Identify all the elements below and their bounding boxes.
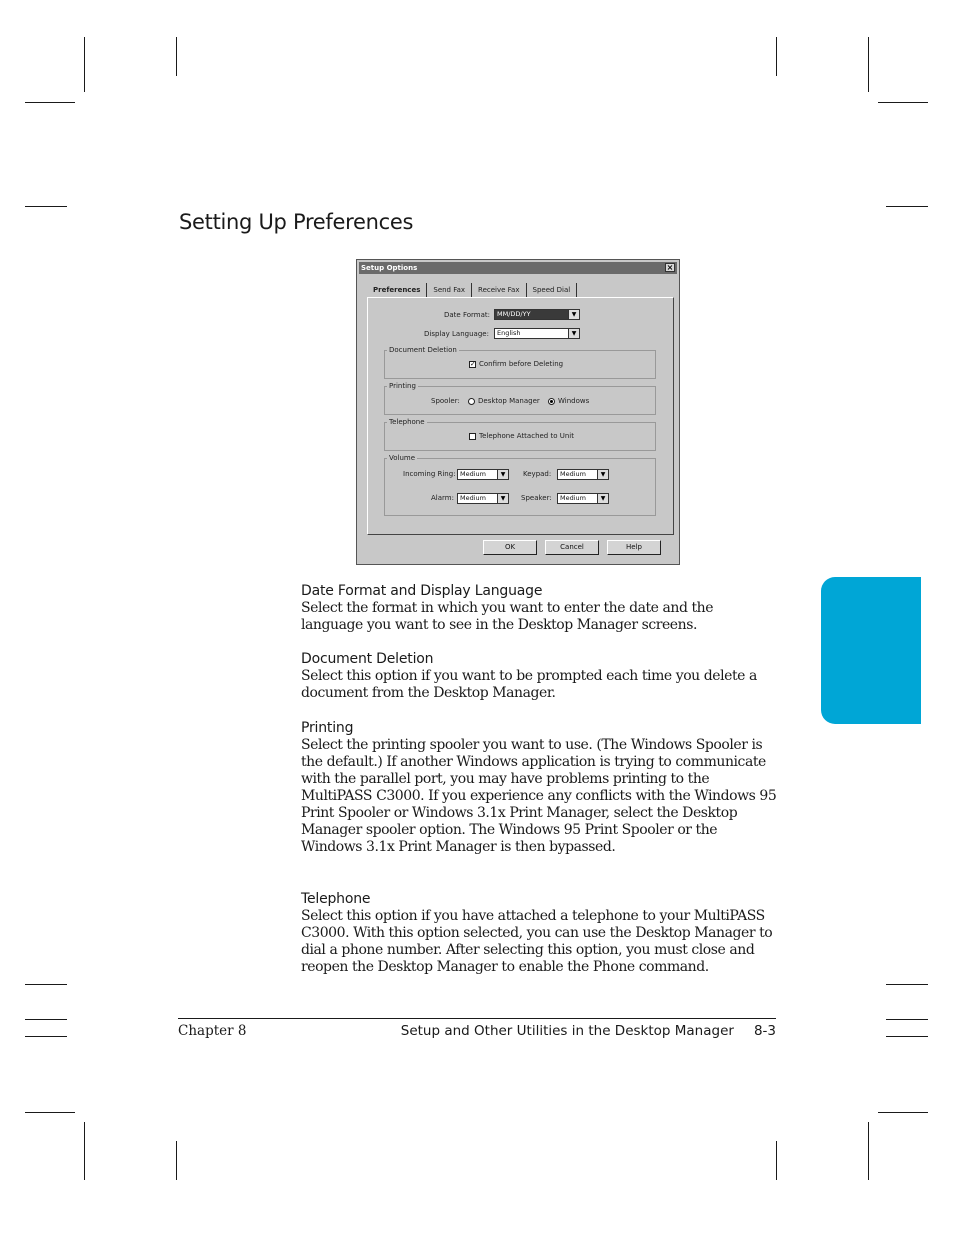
setup-options-dialog	[356, 259, 680, 565]
keypad-value: Medium	[560, 470, 586, 478]
incoming-ring-value: Medium	[460, 470, 486, 478]
confirm-before-deleting-checkbox[interactable]: ✓	[470, 360, 476, 368]
chevron-down-icon: ▼	[497, 470, 508, 479]
crop-mark	[84, 37, 85, 92]
close-icon[interactable]: ×	[666, 263, 674, 272]
tab-preferences[interactable]: Preferences	[367, 283, 427, 297]
keypad-label: Keypad:	[523, 470, 552, 478]
crop-mark	[25, 984, 67, 985]
chevron-down-icon: ▼	[497, 494, 508, 503]
crop-mark	[886, 1036, 928, 1037]
tab-speed-dial[interactable]: Speed Dial	[527, 283, 578, 297]
incoming-ring-label: Incoming Ring:	[403, 470, 456, 478]
section-document-deletion	[301, 651, 777, 702]
confirm-before-deleting-label: Confirm before Deleting	[479, 360, 564, 368]
crop-mark	[886, 1019, 928, 1020]
crop-mark	[868, 1122, 869, 1180]
section-heading: Document Deletion	[301, 651, 434, 667]
spooler-label: Spooler:	[431, 397, 460, 405]
speaker-label: Speaker:	[521, 494, 552, 502]
chevron-down-icon: ▼	[597, 470, 608, 479]
dialog-titlebar	[359, 262, 677, 274]
footer-rule	[178, 1018, 776, 1019]
crop-mark	[176, 37, 177, 76]
keypad-select[interactable]	[557, 469, 609, 480]
ok-button[interactable]: OK	[483, 540, 537, 555]
page-number: 8-3	[753, 1023, 776, 1039]
section-date-format	[301, 583, 777, 634]
speaker-value: Medium	[560, 494, 586, 502]
document-deletion-group-title: Document Deletion	[389, 346, 457, 354]
dialog-tabs	[367, 283, 577, 297]
cancel-button[interactable]: Cancel	[545, 540, 599, 555]
crop-mark	[84, 1122, 85, 1180]
incoming-ring-select[interactable]	[457, 469, 509, 480]
footer-running-title	[401, 1023, 776, 1039]
alarm-label: Alarm:	[431, 494, 454, 502]
display-language-select[interactable]	[494, 328, 580, 339]
section-body: Select the printing spooler you want to use. (The Windows Spooler is the default.) If another Windows application is trying to communicate with the parallel port, you may have problems printing to the MultiPASS C3000. If you experience any conflicts with the Windows 95 Print Spooler or Windows 3.1x Print Manager, select the Desktop Manager spooler option. The Windows 95 Print Spooler or the Windows 3.1x Print Manager is then bypassed.	[301, 737, 777, 855]
dialog-title: Setup Options	[361, 264, 418, 272]
display-language-label: Display Language:	[424, 330, 489, 338]
crop-mark	[868, 37, 869, 92]
date-format-value: MM/DD/YY	[497, 310, 531, 318]
preferences-panel	[367, 297, 674, 535]
crop-mark	[776, 1141, 777, 1180]
crop-mark	[776, 37, 777, 76]
telephone-attached-label: Telephone Attached to Unit	[479, 432, 574, 440]
tab-send-fax[interactable]: Send Fax	[427, 283, 472, 297]
footer-chapter: Chapter 8	[178, 1023, 247, 1039]
chapter-thumb-tab	[821, 577, 921, 724]
tab-receive-fax[interactable]: Receive Fax	[472, 283, 526, 297]
date-format-select[interactable]	[494, 309, 580, 320]
document-deletion-group	[384, 346, 656, 379]
date-format-label: Date Format:	[444, 311, 490, 319]
alarm-select[interactable]	[457, 493, 509, 504]
section-telephone	[301, 891, 777, 976]
crop-mark	[25, 1019, 67, 1020]
telephone-attached-checkbox[interactable]	[469, 433, 476, 440]
telephone-group	[384, 418, 656, 451]
crop-mark	[25, 1036, 67, 1037]
section-body: Select this option if you want to be prompted each time you delete a document from the Desktop Manager.	[301, 668, 757, 701]
section-heading: Date Format and Display Language	[301, 583, 543, 599]
printing-group	[384, 382, 656, 415]
crop-mark	[25, 206, 67, 207]
chevron-down-icon: ▼	[568, 310, 579, 319]
page-title: Setting Up Preferences	[179, 210, 414, 234]
crop-mark	[886, 206, 928, 207]
volume-group	[384, 454, 656, 516]
section-heading: Telephone	[301, 891, 371, 907]
crop-mark	[25, 1112, 75, 1113]
spooler-windows-radio[interactable]	[548, 398, 555, 405]
running-title: Setup and Other Utilities in the Desktop Manager	[400, 1023, 734, 1039]
printing-group-title: Printing	[389, 382, 416, 390]
speaker-select[interactable]	[557, 493, 609, 504]
crop-mark	[878, 102, 928, 103]
spooler-windows-label: Windows	[558, 397, 590, 405]
chevron-down-icon: ▼	[597, 494, 608, 503]
spooler-desktop-manager-radio[interactable]	[468, 398, 475, 405]
help-button[interactable]: Help	[607, 540, 661, 555]
crop-mark	[176, 1141, 177, 1180]
telephone-group-title: Telephone	[389, 418, 425, 426]
section-heading: Printing	[301, 720, 354, 736]
section-body: Select the format in which you want to enter the date and the language you want to see in the Desktop Manager screens.	[301, 600, 714, 633]
crop-mark	[25, 102, 75, 103]
volume-group-title: Volume	[389, 454, 416, 462]
alarm-value: Medium	[460, 494, 486, 502]
section-body: Select this option if you have attached a telephone to your MultiPASS C3000. With this option selected, you can use the Desktop Manager to dial a phone number. After selecting this option, you must close and reopen the Desktop Manager to enable the Phone command.	[301, 908, 773, 975]
crop-mark	[886, 984, 928, 985]
section-printing	[301, 720, 777, 856]
crop-mark	[878, 1112, 928, 1113]
display-language-value: English	[497, 329, 521, 337]
spooler-desktop-manager-label: Desktop Manager	[478, 397, 540, 405]
chevron-down-icon: ▼	[568, 329, 579, 338]
